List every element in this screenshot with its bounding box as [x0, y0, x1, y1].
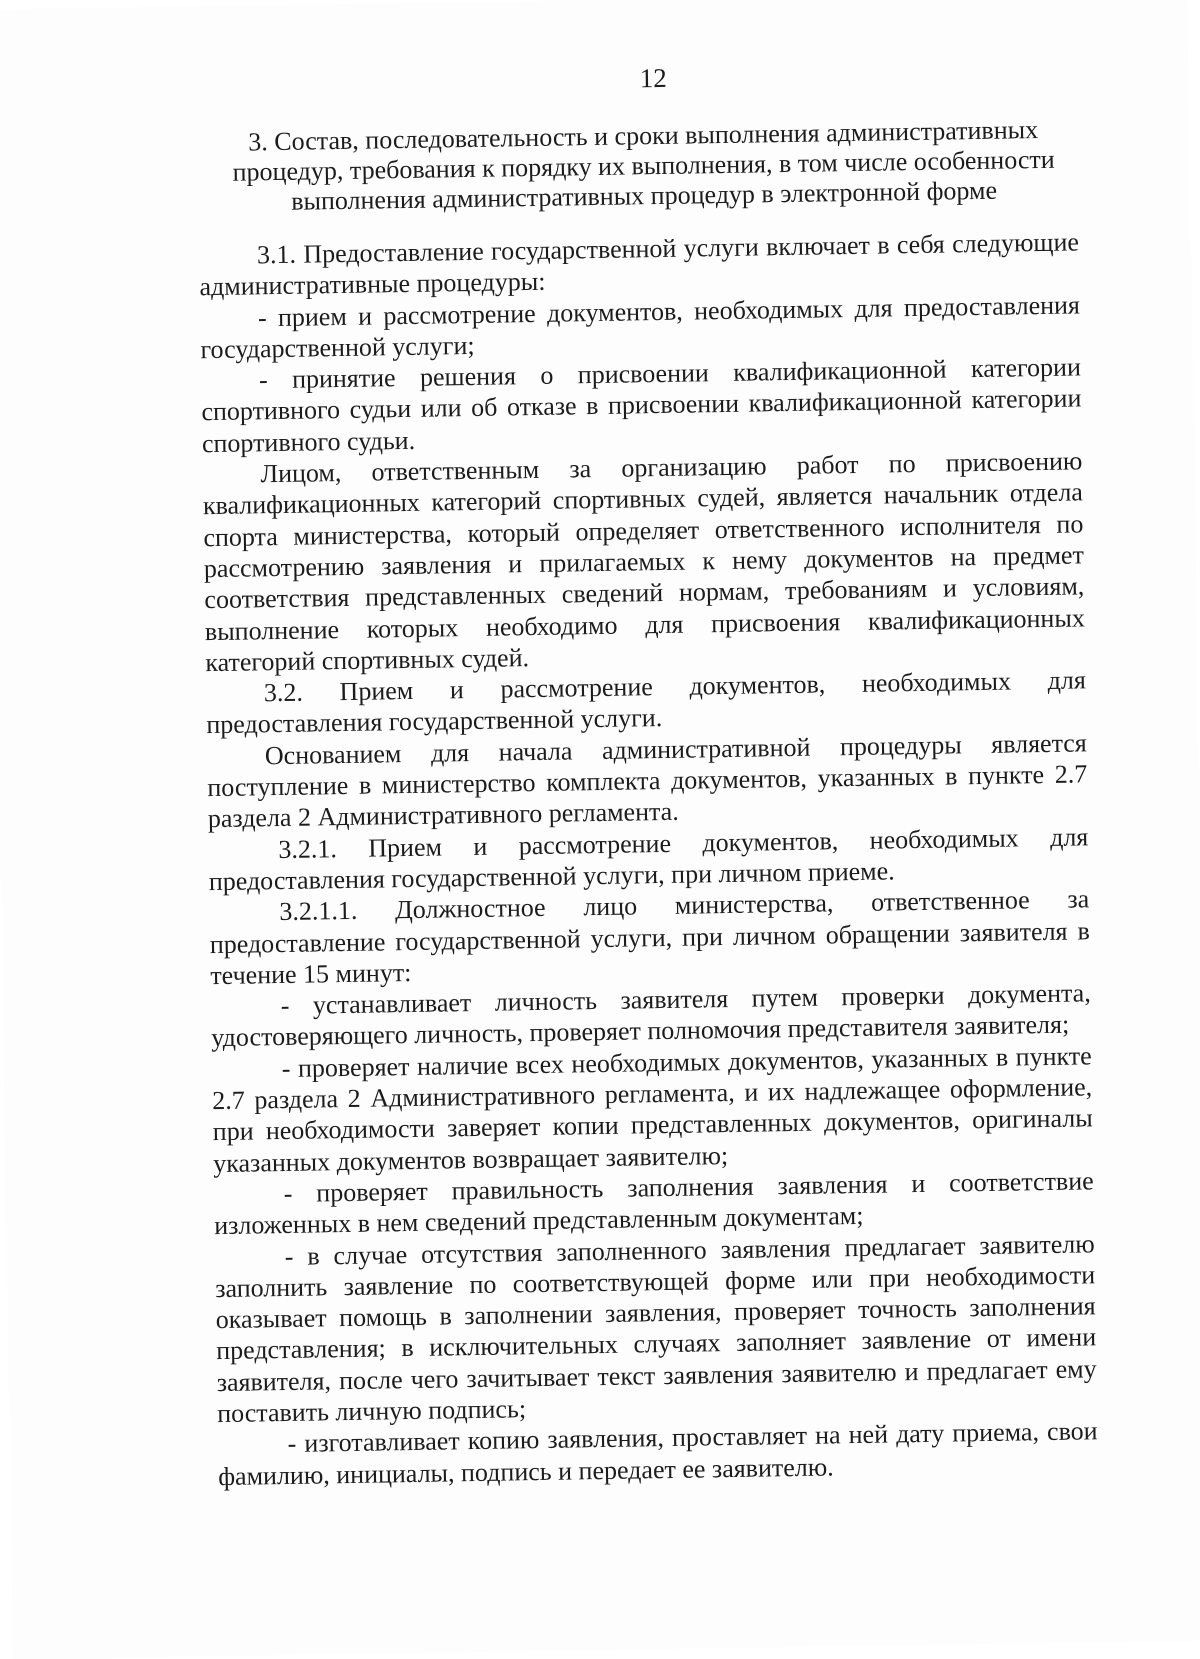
- paragraph-3-2-1: 3.2.1. Прием и рассмотрение документов, необходимых для предоставления государственной услуги, при личном приеме.: [208, 821, 1089, 897]
- list-item-documents-check: - проверяет наличие всех необходимых документов, указанных в пункте 2.7 раздела 2 Административного регламента, и их надлежащее оформление, при необходимости заверяет копии представленных документов, оригиналы указанных документов возвращает заявителю;: [212, 1041, 1093, 1178]
- list-item-application-check: - проверяет правильность заполнения заявления и соответствие изложенных в нем сведений представленным документам;: [214, 1166, 1094, 1241]
- list-item-application-help: - в случае отсутствия заполненного заявления предлагает заявителю заполнить заявление по соответствующей форме или при необходимости оказывает помощь в заполнении заявления, проверяет точность заполнения представления; в исключительных случаях заполняет заявление от имени заявителя, после чего зачитывает текст заявления заявителю и предлагает ему поставить личную подпись;: [215, 1228, 1097, 1429]
- list-item-procedure-decision: - принятие решения о присвоении квалификационной категории спортивного судьи или об отказе в присвоении квалификационной категории спортивного судьи.: [201, 352, 1082, 458]
- section-heading-line: выполнения административных процедур в электронной форме: [290, 175, 998, 216]
- paragraph-3-2: 3.2. Прием и рассмотрение документов, необходимых для предоставления государственной услуги.: [206, 665, 1087, 740]
- section-heading-line: процедур, требования к порядку их выполнения, в том числе особенности: [232, 144, 1055, 187]
- document-body: [199, 226, 1099, 1492]
- paragraph-responsible-person: Лицом, ответственным за организацию работ по присвоению квалификационных категорий спортивных судей, является начальник отдела спорта министерства, который определяет ответственного исполнителя по рассмотрению заявления и прилагаемых к нему документов на предмет соответствия представленных сведений нормам, требованиям и условиям, выполнение которых необходимо для присвоения квалификационных категорий спортивных судей.: [202, 446, 1086, 678]
- paragraph-procedure-basis: Основанием для начала административной процедуры является поступление в министерство комплекта документов, указанных в пункте 2.7 раздела 2 Административного регламента.: [207, 728, 1088, 834]
- paragraph-3-1: 3.1. Предоставление государственной услуги включает в себя следующие административные процедуры:: [199, 227, 1080, 302]
- list-item-identity-check: - устанавливает личность заявителя путем проверки документа, удостоверяющего личность, проверяет полномочия представителя заявителя;: [211, 978, 1091, 1053]
- section-heading-line: 3. Состав, последовательность и сроки выполнения административных: [248, 115, 1039, 157]
- section-heading: [203, 114, 1084, 218]
- list-item-application-copy: - изготавливает копию заявления, проставляет на ней дату приема, свои фамилию, инициалы, подпись и передает ее заявителю.: [217, 1416, 1098, 1491]
- list-item-procedure-reception: - прием и рассмотрение документов, необходимых для предоставления государственной услуги;: [200, 289, 1081, 365]
- paragraph-3-2-1-1: 3.2.1.1. Должностное лицо министерства, ответственное за предоставление государственной услуги, при личном обращении заявителя в течение 15 минут:: [209, 884, 1090, 990]
- page-number: 12: [639, 62, 668, 94]
